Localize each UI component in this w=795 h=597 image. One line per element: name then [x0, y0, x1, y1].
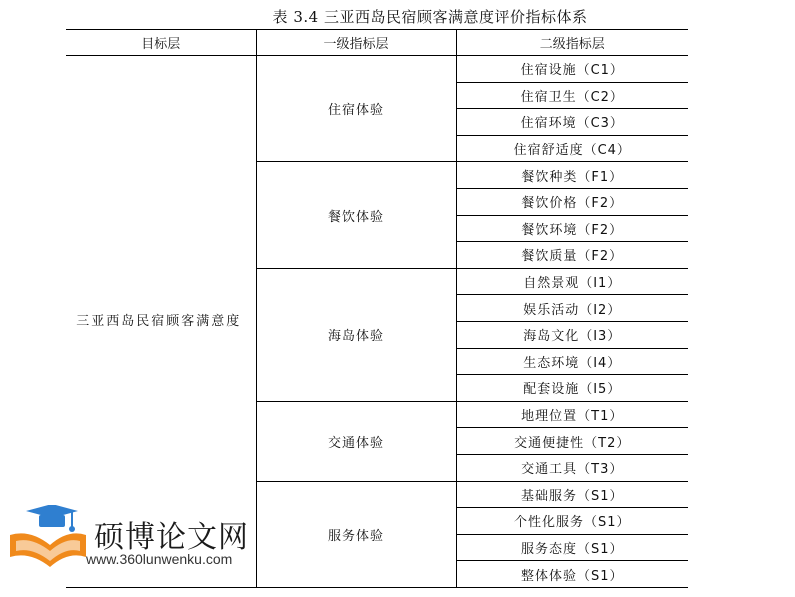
watermark-title: 硕博论文网: [94, 520, 249, 555]
watermark-url: www.360lunwenku.com: [86, 551, 233, 567]
second-level-indicator: 地理位置（T1）: [456, 401, 688, 428]
watermark: [6, 505, 266, 585]
second-level-indicator: 餐饮种类（F1）: [456, 162, 688, 189]
second-level-indicator: 海岛文化（I3）: [456, 321, 688, 348]
second-level-indicator: 餐饮价格（F2）: [456, 188, 688, 215]
first-level-indicator: 交通体验: [256, 401, 456, 481]
first-level-indicator: 住宿体验: [256, 56, 456, 162]
graduation-cap-book-icon: [6, 505, 88, 575]
table-caption: 表 3.4 三亚西岛民宿顾客满意度评价指标体系: [272, 8, 588, 26]
second-level-indicator: 住宿舒适度（C4）: [456, 135, 688, 162]
first-level-indicator: 服务体验: [256, 481, 456, 587]
target-layer-cell: 三亚西岛民宿顾客满意度: [66, 56, 256, 588]
second-level-indicator: 住宿卫生（C2）: [456, 82, 688, 109]
second-level-indicator: 娱乐活动（I2）: [456, 295, 688, 322]
second-level-indicator: 整体体验（S1）: [456, 561, 688, 588]
second-level-indicator: 住宿环境（C3）: [456, 109, 688, 136]
second-level-indicator: 自然景观（I1）: [456, 268, 688, 295]
second-level-indicator: 餐饮环境（F2）: [456, 215, 688, 242]
header-target-layer: 目标层: [66, 30, 256, 56]
second-level-indicator: 生态环境（I4）: [456, 348, 688, 375]
second-level-indicator: 服务态度（S1）: [456, 534, 688, 561]
header-second-level: 二级指标层: [456, 30, 688, 56]
table-header-row: [66, 30, 688, 56]
first-level-indicator: 餐饮体验: [256, 162, 456, 268]
second-level-indicator: 个性化服务（S1）: [456, 508, 688, 535]
second-level-indicator: 配套设施（I5）: [456, 375, 688, 402]
header-first-level: 一级指标层: [256, 30, 456, 56]
second-level-indicator: 餐饮质量（F2）: [456, 242, 688, 269]
second-level-indicator: 交通工具（T3）: [456, 454, 688, 481]
first-level-indicator: 海岛体验: [256, 268, 456, 401]
second-level-indicator: 基础服务（S1）: [456, 481, 688, 508]
table-row: [66, 56, 688, 83]
second-level-indicator: 交通便捷性（T2）: [456, 428, 688, 455]
second-level-indicator: 住宿设施（C1）: [456, 56, 688, 83]
